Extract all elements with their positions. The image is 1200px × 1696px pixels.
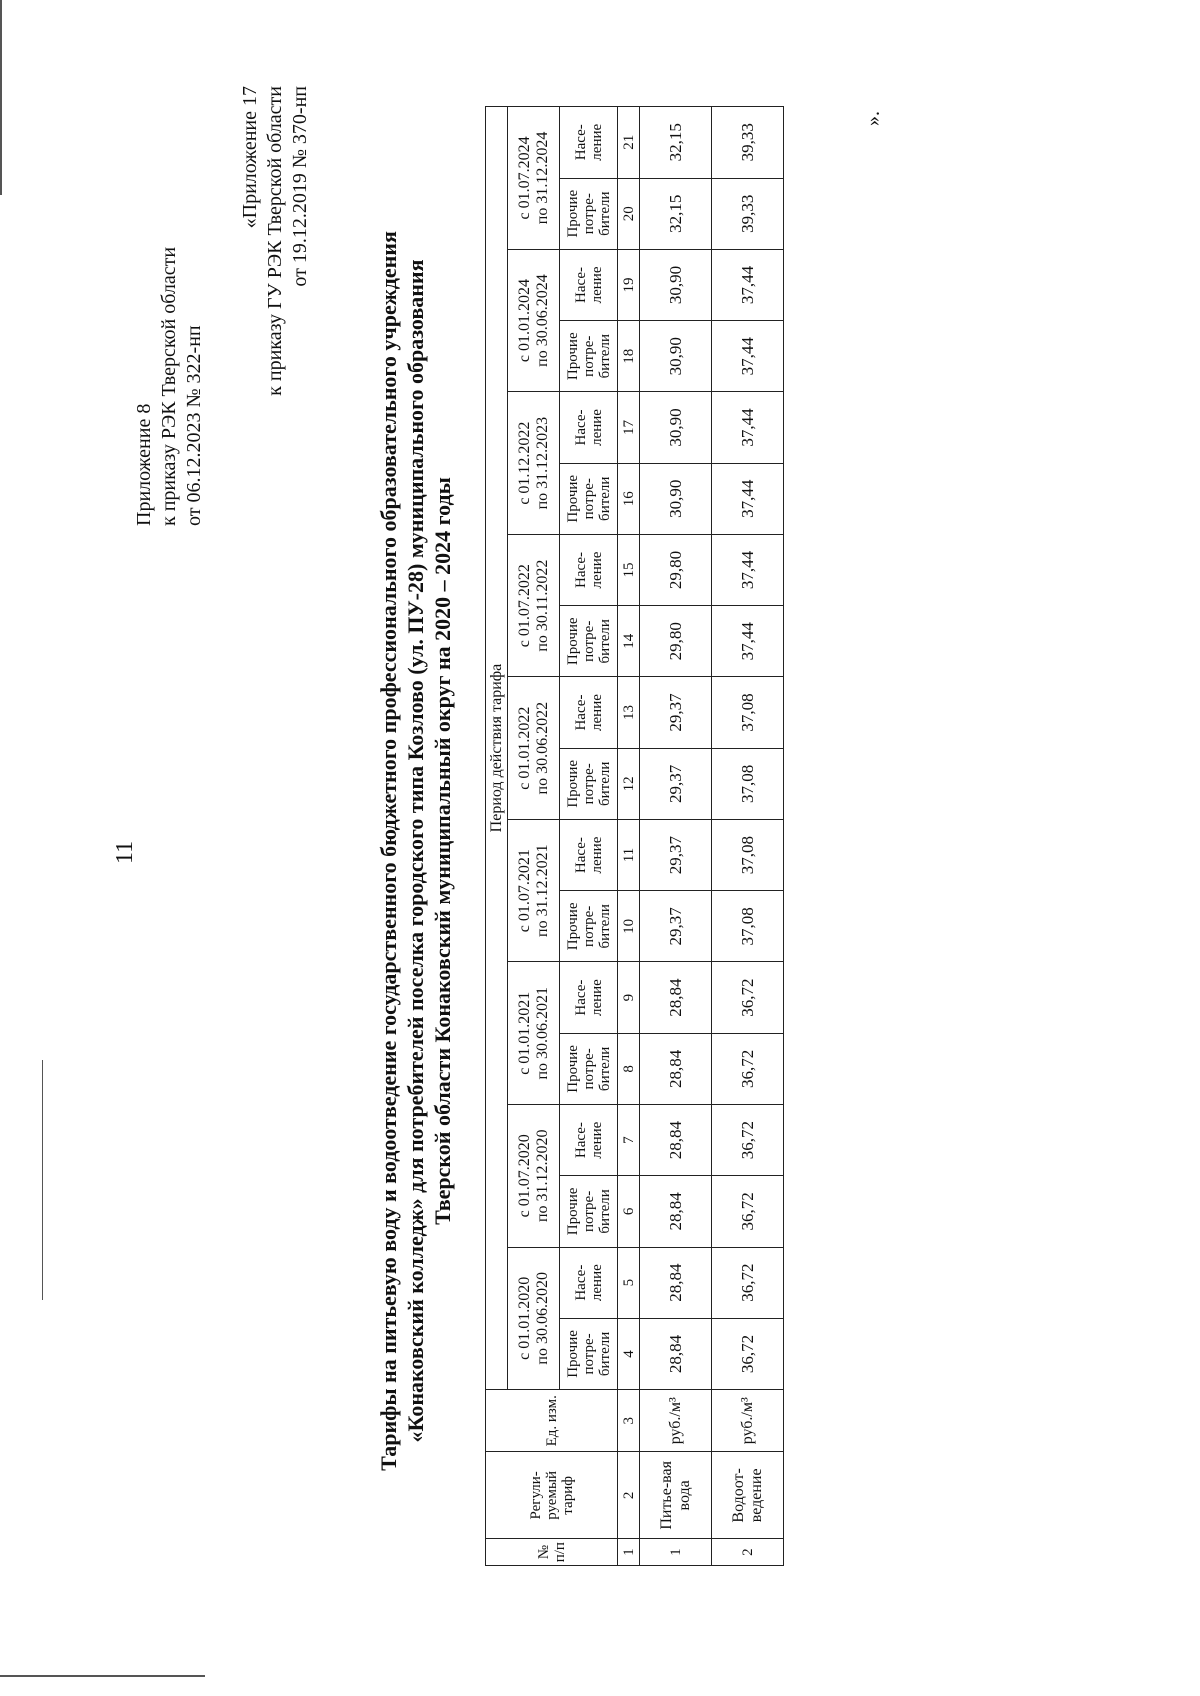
row-1-value: 29,37 bbox=[640, 891, 712, 962]
row-2-value: 37,44 bbox=[712, 249, 784, 320]
sub-pop-6: Насе-ление bbox=[560, 534, 618, 605]
table-row bbox=[640, 107, 712, 1566]
col-number-15: 15 bbox=[618, 534, 640, 605]
period-3-to: по 30.06.2021 bbox=[533, 986, 551, 1080]
period-1-to: по 30.06.2020 bbox=[533, 1272, 551, 1365]
sub-pop-4: Насе-ление bbox=[560, 819, 618, 890]
sub-pop-7: Насе-ление bbox=[560, 392, 618, 463]
header-col-unit: Ед. изм. bbox=[486, 1390, 618, 1452]
row-1-value: 29,80 bbox=[640, 606, 712, 677]
row-2-value: 37,08 bbox=[712, 677, 784, 748]
sub-pop-5: Насе-ление bbox=[560, 677, 618, 748]
col-number-21: 21 bbox=[618, 107, 640, 179]
header-original-line2: к приказу ГУ РЭК Тверской области bbox=[264, 86, 286, 396]
sub-other-7: Прочие потре-бители bbox=[560, 463, 618, 534]
period-6-to: по 30.11.2022 bbox=[533, 559, 551, 652]
row-1-value: 29,80 bbox=[640, 534, 712, 605]
sub-pop-2: Насе-ление bbox=[560, 1105, 618, 1176]
col-number-1: 1 bbox=[618, 1539, 640, 1566]
row-2-value: 36,72 bbox=[712, 962, 784, 1033]
row-1-number: 1 bbox=[640, 1539, 712, 1566]
period-4-from: с 01.07.2021 bbox=[515, 849, 533, 933]
header-current-line1: Приложение 8 bbox=[133, 403, 155, 526]
period-1 bbox=[508, 1247, 560, 1390]
row-2-tariff: Водоот-ведение bbox=[712, 1452, 784, 1539]
period-9 bbox=[508, 107, 560, 250]
sub-pop-3: Насе-ление bbox=[560, 962, 618, 1033]
row-1-value: 28,84 bbox=[640, 1105, 712, 1176]
period-7-from: с 01.12.2022 bbox=[515, 421, 533, 505]
period-6 bbox=[508, 534, 560, 677]
sub-pop-9: Насе-ление bbox=[560, 107, 618, 179]
row-2-number: 2 bbox=[712, 1539, 784, 1566]
row-1-value: 29,37 bbox=[640, 819, 712, 890]
tariff-table bbox=[485, 106, 784, 1566]
row-2-value: 36,72 bbox=[712, 1105, 784, 1176]
col-number-17: 17 bbox=[618, 392, 640, 463]
header-current-appendix bbox=[132, 247, 207, 526]
header-original-appendix bbox=[238, 86, 313, 606]
header-original-line1: «Приложение 17 bbox=[239, 86, 261, 229]
col-number-7: 7 bbox=[618, 1105, 640, 1176]
col-number-6: 6 bbox=[618, 1176, 640, 1247]
title-line2: «Конаковский колледж» для потребителей поселка городского типа Козлово (ул. ПУ-28) муниципального образования bbox=[403, 259, 428, 1443]
sub-pop-1: Насе-ление bbox=[560, 1247, 618, 1318]
row-2-value: 39,33 bbox=[712, 178, 784, 249]
row-1-tariff: Питье-вая вода bbox=[640, 1452, 712, 1539]
header-col-number: № п/п bbox=[486, 1539, 618, 1566]
period-5-from: с 01.01.2022 bbox=[515, 706, 533, 790]
sub-other-6: Прочие потре-бители bbox=[560, 606, 618, 677]
row-2-value: 37,44 bbox=[712, 463, 784, 534]
period-2 bbox=[508, 1105, 560, 1248]
header-current-line2: к приказу РЭК Тверской области bbox=[158, 246, 180, 526]
col-number-9: 9 bbox=[618, 962, 640, 1033]
header-current-line3: от 06.12.2023 № 322-нп bbox=[183, 325, 205, 526]
col-number-18: 18 bbox=[618, 321, 640, 392]
period-9-to: по 31.12.2024 bbox=[533, 131, 551, 225]
col-number-20: 20 bbox=[618, 178, 640, 249]
title-line1: Тарифы на питьевую воду и водоотведение государственного бюджетного профессионального образовательного учреждения bbox=[376, 231, 401, 1471]
col-number-13: 13 bbox=[618, 677, 640, 748]
row-1-value: 32,15 bbox=[640, 107, 712, 179]
row-1-value: 32,15 bbox=[640, 178, 712, 249]
period-2-from: с 01.07.2020 bbox=[515, 1134, 533, 1218]
period-3-from: с 01.01.2021 bbox=[515, 991, 533, 1075]
sub-pop-8: Насе-ление bbox=[560, 249, 618, 320]
period-3 bbox=[508, 962, 560, 1105]
col-number-4: 4 bbox=[618, 1318, 640, 1389]
period-5 bbox=[508, 677, 560, 820]
row-2-value: 36,72 bbox=[712, 1033, 784, 1104]
page-number: 11 bbox=[112, 840, 138, 864]
header-col-tariff: Регули-руемый тариф bbox=[486, 1452, 618, 1539]
col-number-19: 19 bbox=[618, 249, 640, 320]
row-1-value: 29,37 bbox=[640, 748, 712, 819]
document-title bbox=[375, 116, 456, 1586]
row-1-value: 30,90 bbox=[640, 321, 712, 392]
period-4-to: по 31.12.2021 bbox=[533, 844, 551, 937]
row-2-value: 36,72 bbox=[712, 1318, 784, 1389]
col-number-12: 12 bbox=[618, 748, 640, 819]
sub-other-4: Прочие потре-бители bbox=[560, 891, 618, 962]
row-2-value: 39,33 bbox=[712, 107, 784, 179]
header-period: Период действия тарифа bbox=[486, 107, 508, 1390]
row-1-value: 28,84 bbox=[640, 1247, 712, 1318]
sub-other-8: Прочие потре-бители bbox=[560, 321, 618, 392]
row-1-value: 30,90 bbox=[640, 463, 712, 534]
row-1-value: 28,84 bbox=[640, 1176, 712, 1247]
sub-other-1: Прочие потре-бители bbox=[560, 1318, 618, 1389]
row-1-value: 30,90 bbox=[640, 249, 712, 320]
row-1-value: 28,84 bbox=[640, 1033, 712, 1104]
period-6-from: с 01.07.2022 bbox=[515, 564, 533, 648]
col-number-8: 8 bbox=[618, 1033, 640, 1104]
table-row bbox=[712, 107, 784, 1566]
row-1-value: 28,84 bbox=[640, 962, 712, 1033]
col-number-5: 5 bbox=[618, 1247, 640, 1318]
row-2-value: 37,08 bbox=[712, 748, 784, 819]
row-1-unit: руб./м³ bbox=[640, 1390, 712, 1452]
period-7 bbox=[508, 392, 560, 535]
sub-other-2: Прочие потре-бители bbox=[560, 1176, 618, 1247]
period-2-to: по 31.12.2020 bbox=[533, 1129, 551, 1223]
col-number-10: 10 bbox=[618, 891, 640, 962]
row-2-value: 37,44 bbox=[712, 606, 784, 677]
period-4 bbox=[508, 819, 560, 962]
period-5-to: по 30.06.2022 bbox=[533, 701, 551, 795]
row-2-value: 37,44 bbox=[712, 534, 784, 605]
col-number-14: 14 bbox=[618, 606, 640, 677]
row-2-value: 36,72 bbox=[712, 1247, 784, 1318]
row-2-value: 36,72 bbox=[712, 1176, 784, 1247]
row-2-value: 37,44 bbox=[712, 392, 784, 463]
row-1-value: 30,90 bbox=[640, 392, 712, 463]
col-number-16: 16 bbox=[618, 463, 640, 534]
row-2-value: 37,44 bbox=[712, 321, 784, 392]
row-1-value: 29,37 bbox=[640, 677, 712, 748]
row-2-unit: руб./м³ bbox=[712, 1390, 784, 1452]
col-number-3: 3 bbox=[618, 1390, 640, 1452]
row-2-value: 37,08 bbox=[712, 891, 784, 962]
period-8 bbox=[508, 249, 560, 392]
row-1-value: 28,84 bbox=[640, 1318, 712, 1389]
period-8-from: с 01.01.2024 bbox=[515, 279, 533, 363]
closing-quote-mark: ». bbox=[862, 111, 884, 126]
period-9-from: с 01.07.2024 bbox=[515, 136, 533, 220]
sub-other-5: Прочие потре-бители bbox=[560, 748, 618, 819]
col-number-2: 2 bbox=[618, 1452, 640, 1539]
header-original-line3: от 19.12.2019 № 370-нп bbox=[289, 86, 311, 287]
period-1-from: с 01.01.2020 bbox=[515, 1276, 533, 1360]
period-8-to: по 30.06.2024 bbox=[533, 274, 551, 367]
title-line3: Тверской области Конаковский муниципальный округ на 2020 – 2024 годы bbox=[430, 477, 455, 1225]
row-2-value: 37,08 bbox=[712, 819, 784, 890]
sub-other-9: Прочие потре-бители bbox=[560, 178, 618, 249]
col-number-11: 11 bbox=[618, 819, 640, 890]
sub-other-3: Прочие потре-бители bbox=[560, 1033, 618, 1104]
period-7-to: по 31.12.2023 bbox=[533, 416, 551, 510]
